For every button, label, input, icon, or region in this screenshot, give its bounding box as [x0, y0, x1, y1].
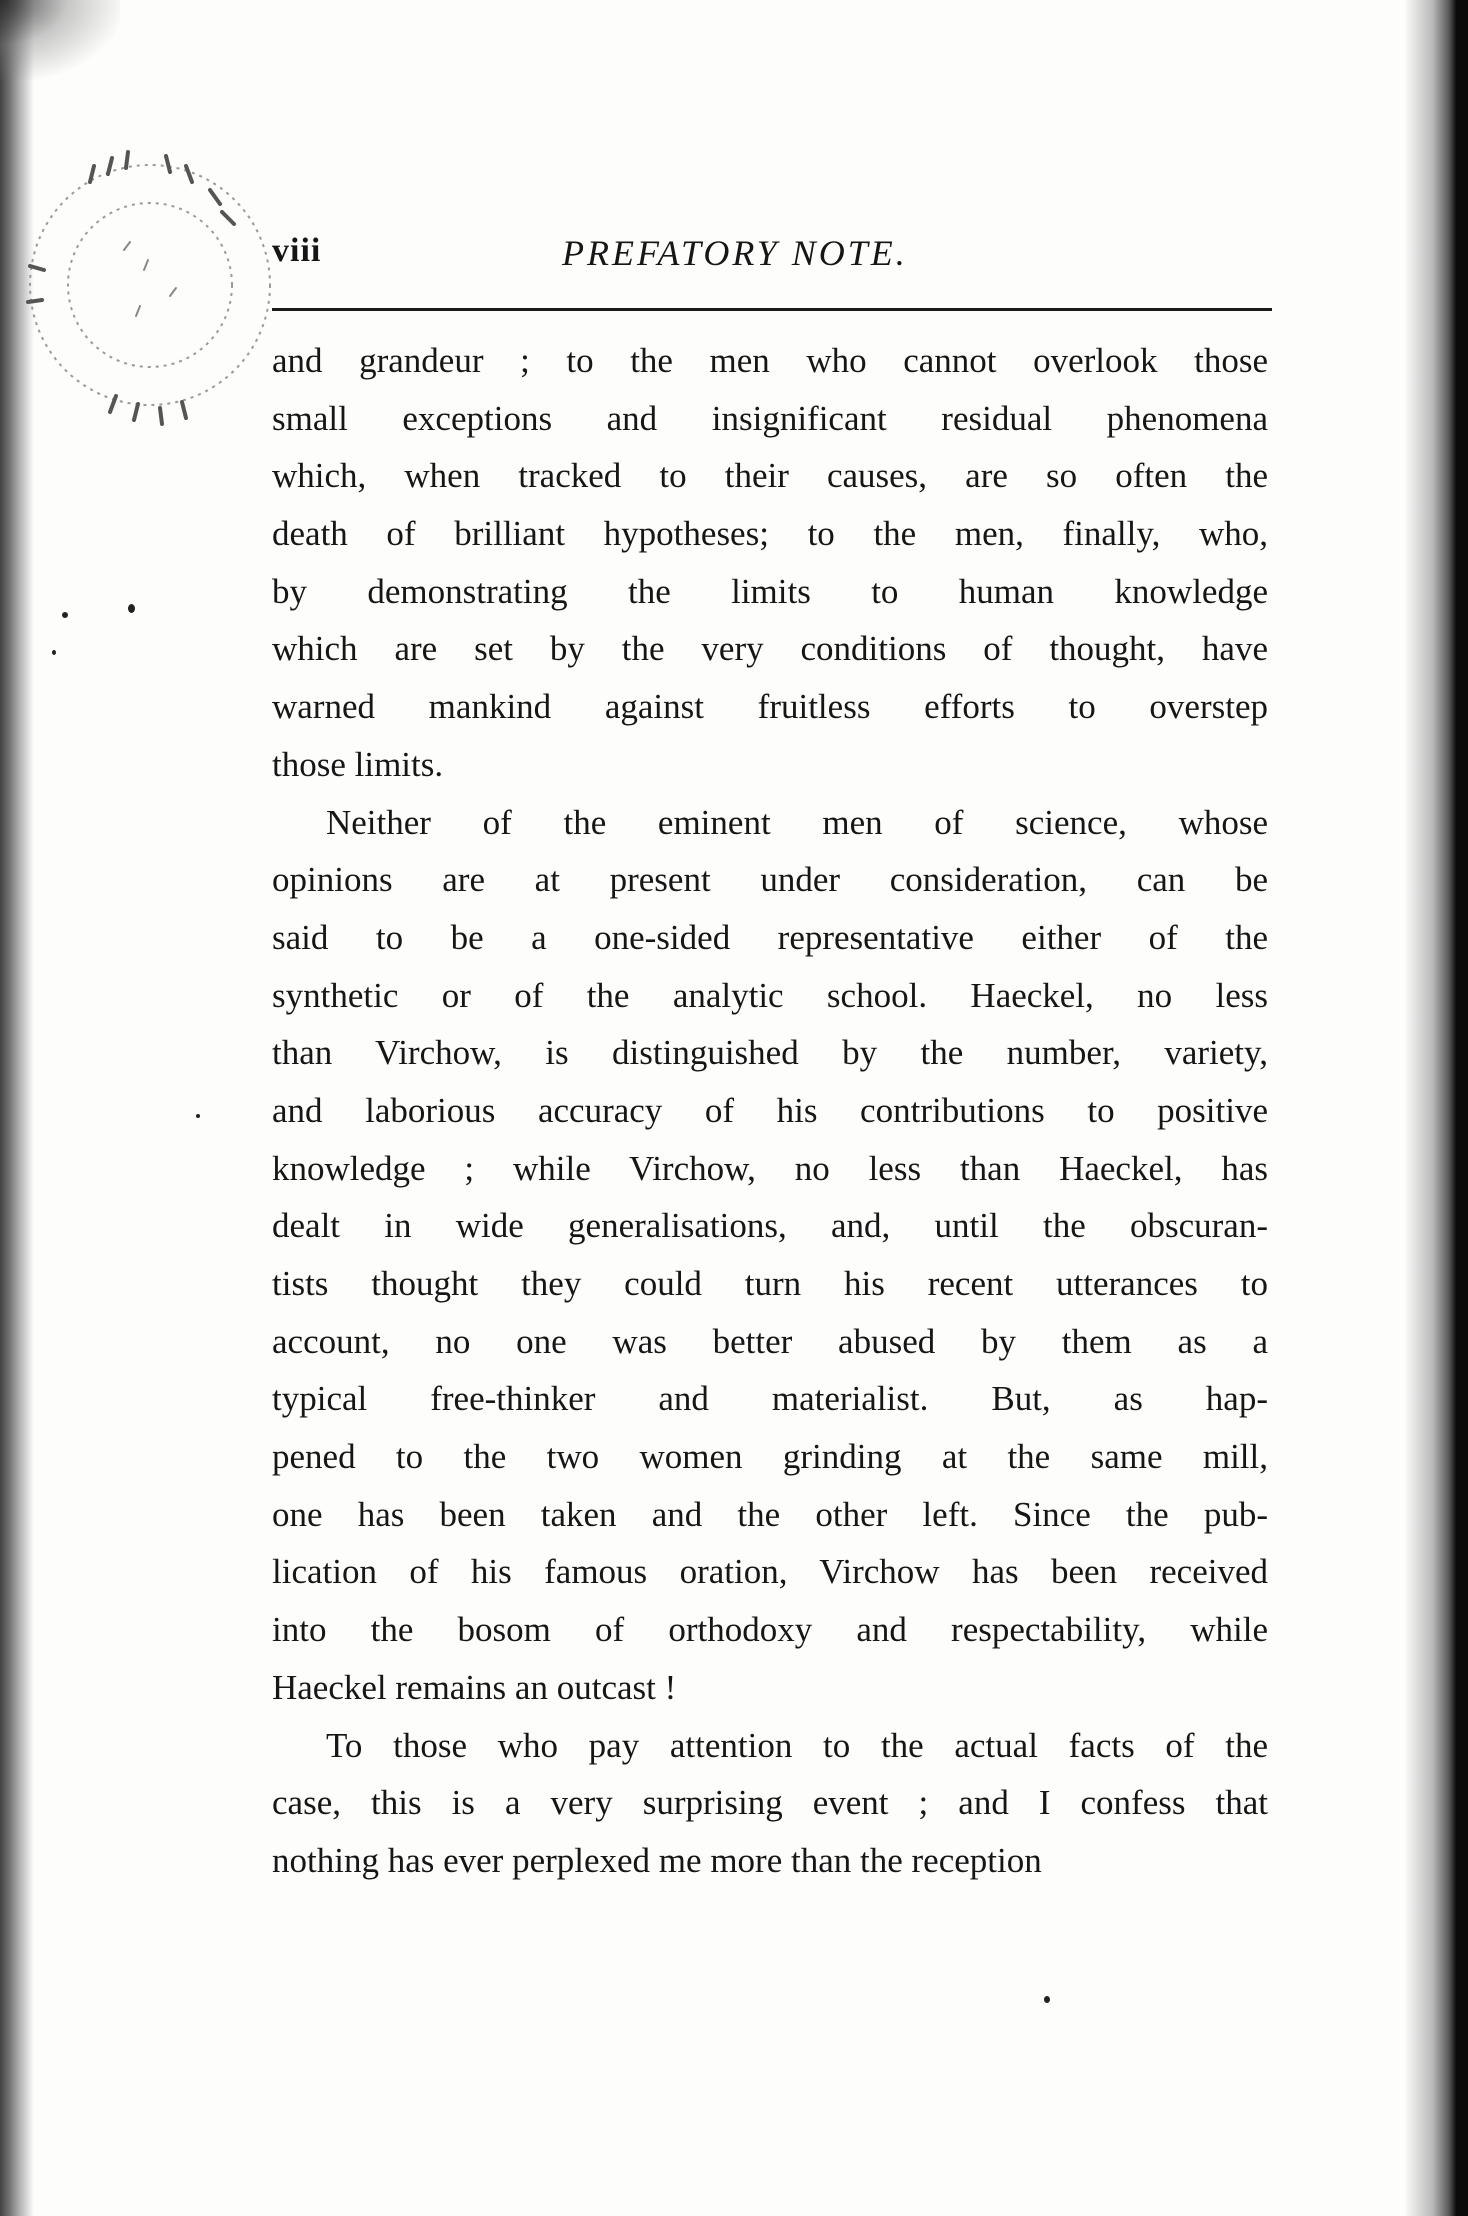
page-edge-right	[1404, 0, 1468, 2216]
text-line: by demonstrating the limits to human knowledge	[272, 571, 1268, 611]
text-line: account, no one was better abused by them as a	[272, 1321, 1268, 1361]
page-header	[272, 232, 1272, 292]
ink-speck	[52, 650, 56, 655]
text-line: which, when tracked to their causes, are so often the	[272, 456, 1268, 496]
text-line: and grandeur ; to the men who cannot overlook those	[272, 341, 1268, 380]
text-line: into the bosom of orthodoxy and respectability, while	[272, 1610, 1268, 1650]
page-number: viii	[272, 232, 322, 269]
text-line: and laborious accuracy of his contributions to positive	[272, 1090, 1268, 1130]
text-line: small exceptions and insignificant residual phenomena	[272, 398, 1268, 438]
scan-corner-shadow	[0, 0, 120, 80]
library-stamp-icon	[20, 120, 280, 450]
text-line: which are set by the very conditions of thought, have	[272, 629, 1268, 669]
text-line: than Virchow, is distinguished by the number, variety,	[272, 1033, 1268, 1073]
header-rule	[272, 308, 1272, 311]
text-line: synthetic or of the analytic school. Haeckel, no less	[272, 975, 1268, 1015]
ink-speck	[196, 1114, 200, 1118]
running-title: PREFATORY NOTE.	[562, 233, 908, 273]
text-line: said to be a one-sided representative either of the	[272, 917, 1268, 957]
text-line: To those who pay attention to the actual facts of the	[326, 1725, 1268, 1765]
text-line: death of brilliant hypotheses; to the men, finally, who,	[272, 514, 1268, 554]
text-line: warned mankind against fruitless efforts to overstep	[272, 687, 1268, 727]
text-line: one has been taken and the other left. Since the pub-	[272, 1494, 1268, 1534]
text-line: those limits.	[272, 744, 444, 784]
text-line: lication of his famous oration, Virchow has been received	[272, 1552, 1268, 1592]
ink-speck	[128, 604, 135, 613]
ink-speck	[62, 612, 68, 618]
text-line: knowledge ; while Virchow, no less than Haeckel, has	[272, 1148, 1268, 1188]
text-line: case, this is a very surprising event ; and I confess that	[272, 1783, 1268, 1823]
text-line: Haeckel remains an outcast !	[272, 1667, 677, 1707]
ink-speck	[1044, 1996, 1050, 2003]
text-line: Neither of the eminent men of science, whose	[326, 802, 1268, 842]
text-line: dealt in wide generalisations, and, until the obscuran-	[272, 1206, 1268, 1246]
text-line: tists thought they could turn his recent utterances to	[272, 1264, 1268, 1303]
paragraph	[272, 332, 1268, 794]
text-line: opinions are at present under consideration, can be	[272, 860, 1268, 900]
text-line: pened to the two women grinding at the same mill,	[272, 1437, 1268, 1477]
paragraph	[272, 794, 1268, 1717]
body-text	[272, 332, 1268, 1890]
paragraph	[272, 1717, 1268, 1890]
text-line: typical free-thinker and materialist. But, as hap-	[272, 1379, 1268, 1419]
text-line: nothing has ever perplexed me more than the reception	[272, 1840, 1042, 1880]
